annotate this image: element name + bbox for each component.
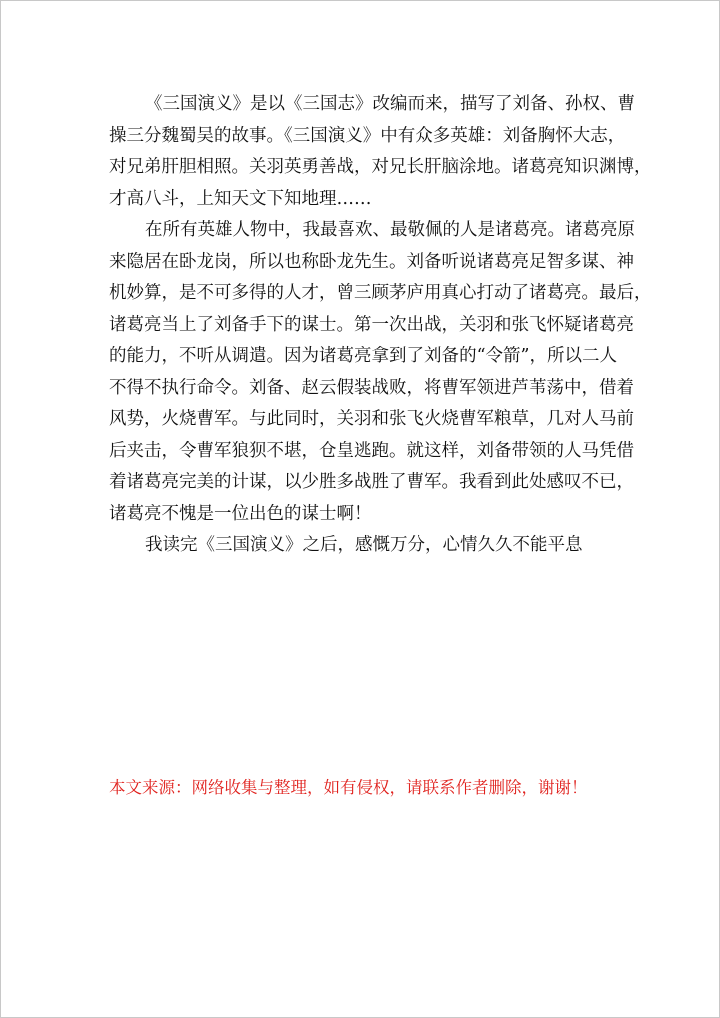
text-line: 的能力，不听从调遣。因为诸葛亮拿到了刘备的“令箭”，所以二人 <box>109 346 617 366</box>
text-line: 机妙算，是不可多得的人才，曾三顾茅庐用真心打动了诸葛亮。最后， <box>109 283 652 303</box>
paragraph-2 <box>109 215 652 530</box>
text-line: 来隐居在卧龙岗，所以也称卧龙先生。刘备听说诸葛亮足智多谋、神 <box>109 251 634 272</box>
text-line: 后夹击，令曹军狼狈不堪，仓皇逃跑。就这样，刘备带领的人马凭借 <box>109 440 634 461</box>
paragraph-3 <box>109 530 617 562</box>
text-line: 着诸葛亮完美的计谋，以少胜多战胜了曹军。我看到此处感叹不已， <box>109 472 634 492</box>
text-line: 对兄弟肝胆相照。关羽英勇善战，对兄长肝脑涂地。诸葛亮知识渊博， <box>109 157 652 177</box>
text-line: 诸葛亮当上了刘备手下的谋士。第一次出战，关羽和张飞怀疑诸葛亮 <box>109 314 634 335</box>
text-line: 风势，火烧曹军。与此同时，关羽和张飞火烧曹军粮草，几对人马前 <box>109 409 634 429</box>
text-line: 《三国演义》是以《三国志》改编而来，描写了刘备、孙权、曹 <box>145 94 635 114</box>
paragraph-1 <box>109 89 652 215</box>
text-line: 我读完《三国演义》之后，感慨万分，心情久久不能平息 <box>145 535 583 555</box>
article-body <box>109 89 652 562</box>
text-line: 才高八斗，上知天文下知地理…… <box>109 188 372 209</box>
text-line: 在所有英雄人物中，我最喜欢、最敬佩的人是诸葛亮。诸葛亮原 <box>145 220 635 240</box>
source-disclaimer: 本文来源：网络收集与整理，如有侵权，请联系作者删除，谢谢！ <box>109 778 588 797</box>
text-line: 不得不执行命令。刘备、赵云假装战败，将曹军领进芦苇荡中，借着 <box>109 377 634 398</box>
text-line: 操三分魏蜀吴的故事。《三国演义》中有众多英雄：刘备胸怀大志， <box>109 125 626 146</box>
text-line: 诸葛亮不愧是一位出色的谋士啊！ <box>109 503 372 524</box>
